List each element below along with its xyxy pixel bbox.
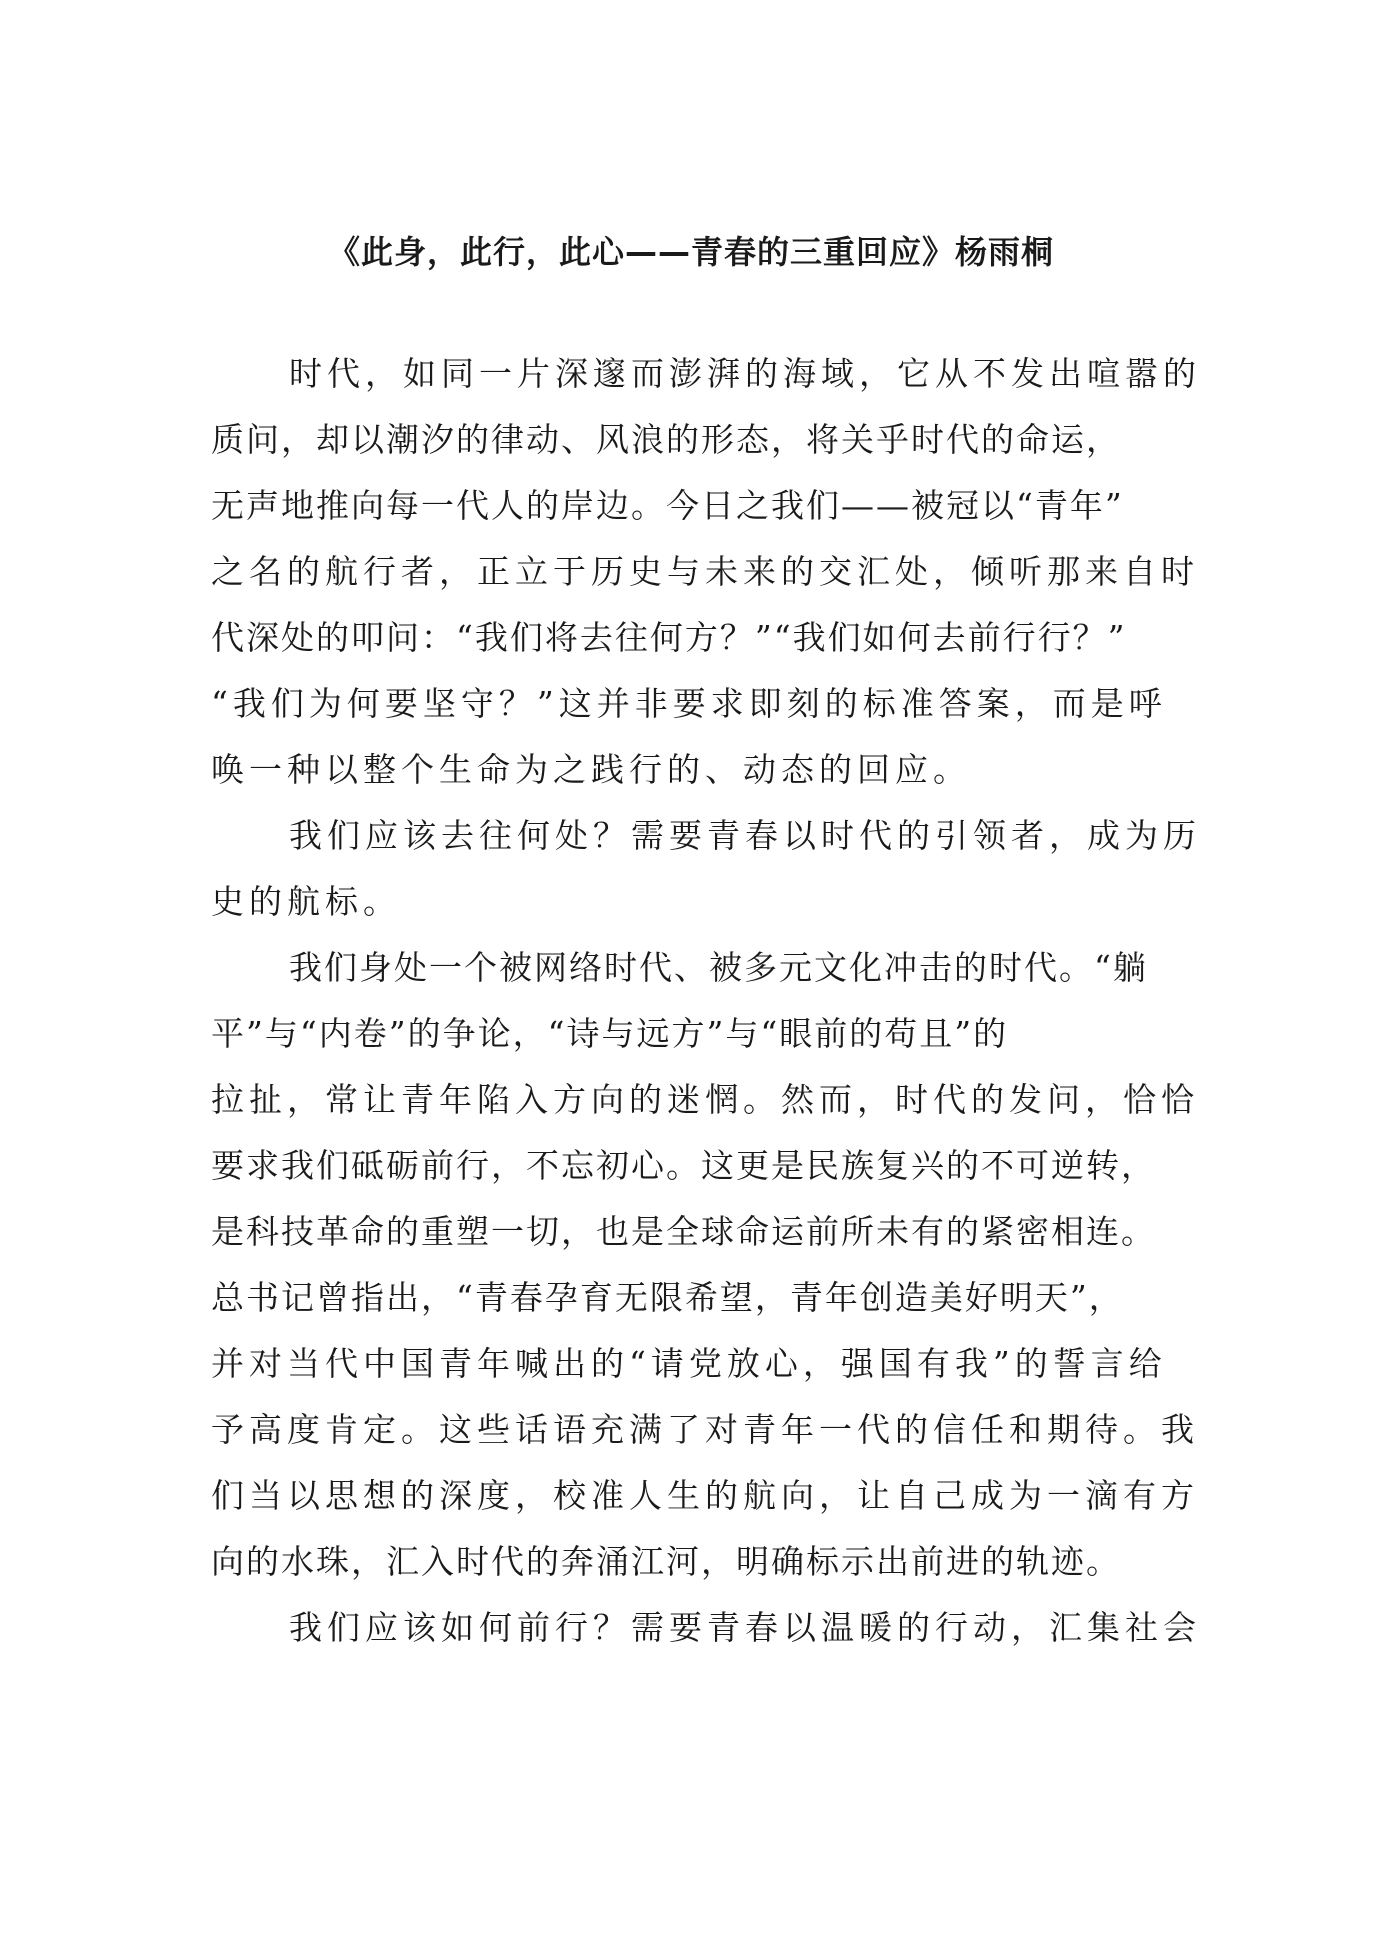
body-line: “我们为何要坚守？”这并非要求即刻的标准答案，而是呼 xyxy=(211,684,1167,723)
body-line: 总书记曾指出，“青春孕育无限希望，青年创造美好明天”， xyxy=(211,1278,1124,1317)
body-line: 我们应该如何前行？需要青春以温暖的行动，汇集社会 xyxy=(289,1608,1201,1647)
body-line: 质问，却以潮汐的律动、风浪的形态，将关乎时代的命运， xyxy=(211,420,1121,459)
document-title: 《此身，此行，此心——青春的三重回应》杨雨桐 xyxy=(327,233,1054,271)
body-line: 并对当代中国青年喊出的“请党放心，强国有我”的誓言给 xyxy=(211,1344,1167,1383)
document-body xyxy=(211,341,1201,1661)
body-line: 拉扯，常让青年陷入方向的迷惘。然而，时代的发问，恰恰 xyxy=(211,1080,1199,1119)
body-line: 予高度肯定。这些话语充满了对青年一代的信任和期待。我 xyxy=(211,1410,1199,1449)
body-line: 代深处的叩问：“我们将去往何方？”“我们如何去前行行？” xyxy=(211,618,1127,657)
body-line: 我们身处一个被网络时代、被多元文化冲击的时代。“躺 xyxy=(289,948,1148,987)
body-line: 们当以思想的深度，校准人生的航向，让自己成为一滴有方 xyxy=(211,1476,1199,1515)
body-line: 史的航标。 xyxy=(211,882,401,921)
body-line: 唤一种以整个生命为之践行的、动态的回应。 xyxy=(211,750,971,789)
body-line: 之名的航行者，正立于历史与未来的交汇处，倾听那来自时 xyxy=(211,552,1199,591)
body-line: 是科技革命的重塑一切，也是全球命运前所未有的紧密相连。 xyxy=(211,1212,1156,1251)
body-line: 无声地推向每一代人的岸边。今日之我们——被冠以“青年” xyxy=(211,486,1124,525)
body-line: 我们应该去往何处？需要青春以时代的引领者，成为历 xyxy=(289,816,1201,855)
body-line: 平”与“内卷”的争论，“诗与远方”与“眼前的苟且”的 xyxy=(211,1014,1009,1053)
body-line: 要求我们砥砺前行，不忘初心。这更是民族复兴的不可逆转， xyxy=(211,1146,1156,1185)
body-line: 向的水珠，汇入时代的奔涌江河，明确标示出前进的轨迹。 xyxy=(211,1542,1121,1581)
body-line: 时代，如同一片深邃而澎湃的海域，它从不发出喧嚣的 xyxy=(289,354,1201,393)
